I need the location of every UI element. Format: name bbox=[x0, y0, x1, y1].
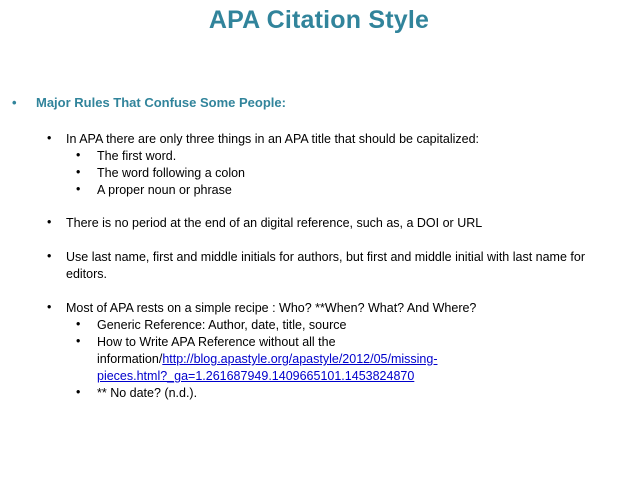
main-heading: Major Rules That Confuse Some People: bbox=[36, 95, 286, 110]
bullet: • bbox=[12, 95, 17, 110]
bullet: • bbox=[76, 385, 81, 399]
sub-item-how-to-line2 bbox=[97, 351, 517, 368]
bullet: • bbox=[76, 148, 81, 162]
bullet: • bbox=[76, 165, 81, 179]
bullet: • bbox=[76, 182, 81, 196]
bullet: • bbox=[47, 215, 52, 229]
rule-capitalization: In APA there are only three things in an APA title that should be capitalized: bbox=[66, 132, 480, 146]
rule-names-line1: Use last name, first and middle initials for authors, but first and middle initial with last name for bbox=[66, 250, 585, 264]
rule-no-period: There is no period at the end of an digital reference, such as, a DOI or URL bbox=[66, 216, 483, 230]
main-heading-row bbox=[12, 95, 286, 110]
bullet: • bbox=[47, 249, 52, 263]
sub-item-after-colon: The word following a colon bbox=[97, 166, 245, 180]
bullet: • bbox=[76, 334, 81, 348]
bullet: • bbox=[47, 131, 52, 145]
sub-item-how-to-line1: How to Write APA Reference without all the bbox=[97, 335, 336, 349]
rule-names-line2: editors. bbox=[66, 267, 107, 281]
sub-item-first-word: The first word. bbox=[97, 149, 177, 163]
link-prefix: information/ bbox=[97, 352, 163, 366]
bullet: • bbox=[76, 317, 81, 331]
sub-item-no-date: ** No date? (n.d.). bbox=[97, 386, 198, 400]
apastyle-link-continued[interactable]: pieces.html?_ga=1.261687949.1409665101.1453824870 bbox=[97, 369, 415, 383]
apastyle-link[interactable]: http://blog.apastyle.org/apastyle/2012/05/missing- bbox=[162, 352, 438, 366]
sub-item-how-to-line3 bbox=[97, 368, 517, 385]
rule-recipe: Most of APA rests on a simple recipe : Who? **When? What? And Where? bbox=[66, 301, 477, 315]
bullet: • bbox=[47, 300, 52, 314]
sub-item-generic-reference: Generic Reference: Author, date, title, source bbox=[97, 318, 347, 332]
sub-item-proper-noun: A proper noun or phrase bbox=[97, 183, 232, 197]
slide-title: APA Citation Style bbox=[208, 6, 430, 34]
